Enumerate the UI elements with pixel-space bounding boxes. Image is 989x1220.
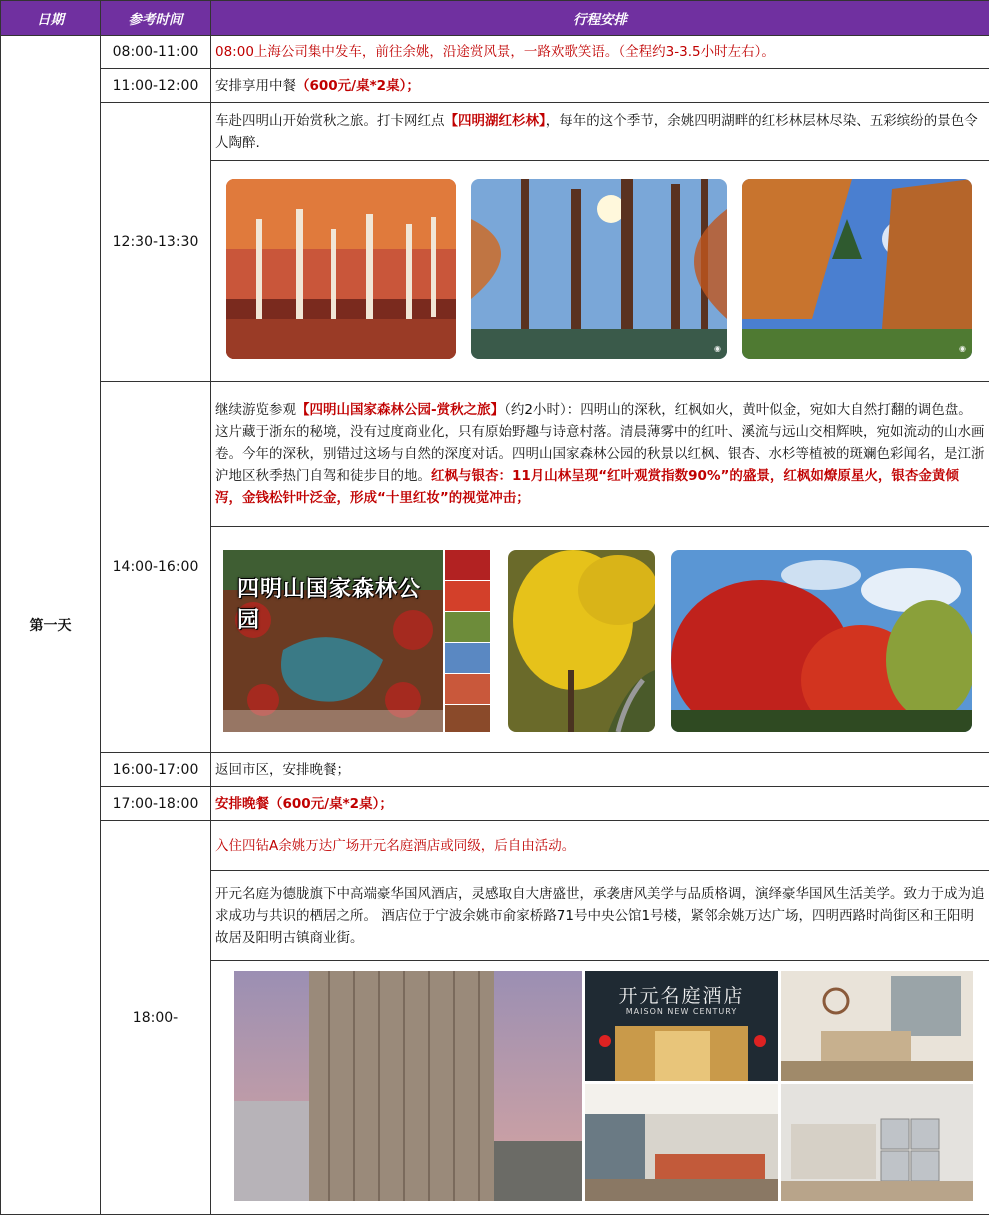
plan-text-highlight: 【四明湖红杉林】 — [444, 112, 546, 129]
day-label: 第一天 — [1, 36, 101, 1215]
table-row — [1, 103, 989, 161]
redwood-sky-photo — [471, 179, 727, 359]
plan-text: 开元名庭为德胧旗下中高端豪华国风酒店，灵感取自大唐盛世，承袭唐风美学与品质格调，演绎豪华国风生活美学。致力于成为追求成功与共识的栖居之所。 酒店位于宁波余姚市俞家桥路71号中央公馆1号楼，紧邻余姚万达广场，四明西路时尚街区和王阳明故居及阳明古镇商业街。 — [211, 871, 989, 961]
header-row — [1, 1, 989, 36]
time-cell: 17:00-18:00 — [101, 787, 211, 821]
redwood-forest-photo — [742, 179, 972, 359]
header-plan: 行程安排 — [211, 1, 989, 36]
plan-text — [211, 382, 989, 527]
table-row — [1, 821, 989, 871]
plan-text: 08:00上海公司集中发车，前往余姚，沿途赏风景，一路欢歌笑语。（全程约3-3.5小时左右）。 — [211, 36, 989, 69]
hotel-lounge-photo — [781, 971, 973, 1081]
header-time: 参考时间 — [101, 1, 211, 36]
plan-text — [211, 103, 989, 161]
thumbnail-strip — [445, 550, 490, 732]
plan-text-normal: 继续游览参观 — [215, 402, 296, 418]
hotel-sign-cn: 开元名庭酒店 — [618, 985, 745, 1007]
time-cell: 08:00-11:00 — [101, 36, 211, 69]
header-date: 日期 — [1, 1, 101, 36]
plan-text: 安排晚餐（600元/桌*2桌）； — [211, 787, 989, 821]
table-row — [1, 753, 989, 787]
table-row — [1, 69, 989, 103]
plan-text: 返回市区，安排晚餐； — [211, 753, 989, 787]
poster-title: 四明山国家森林公园 — [237, 577, 422, 633]
plan-text — [211, 69, 989, 103]
time-cell: 12:30-13:30 — [101, 103, 211, 382]
table-row — [1, 787, 989, 821]
plan-text-highlight: 【四明山国家森林公园-赏秋之旅】 — [296, 402, 505, 418]
redwood-lake-photo — [226, 179, 456, 359]
time-cell: 11:00-12:00 — [101, 69, 211, 103]
ginkgo-photo — [508, 550, 655, 732]
time-cell: 18:00- — [101, 821, 211, 1215]
time-cell: 14:00-16:00 — [101, 382, 211, 753]
photo-cell — [211, 161, 989, 382]
watermark-icon: ◉ — [959, 344, 966, 353]
plan-text: 入住四钻A余姚万达广场开元名庭酒店或同级，后自由活动。 — [211, 821, 989, 871]
table-row — [1, 36, 989, 69]
plan-text-normal: 车赴四明山开始赏秋之旅。打卡网红点 — [215, 112, 445, 129]
hotel-restaurant-photo — [585, 1084, 778, 1201]
plan-text-normal: ，每年的这个季节，余姚四明湖畔的红杉林层林尽染、五彩缤纷的景色令人陶醉. — [215, 112, 978, 151]
time-cell: 16:00-17:00 — [101, 753, 211, 787]
red-maple-photo — [671, 550, 972, 732]
hotel-building-photo — [234, 971, 582, 1201]
watermark-icon: ◉ — [714, 344, 721, 353]
hotel-sign-en: MAISON NEW CENTURY — [625, 1007, 738, 1016]
plan-text-emphasis: 红枫与银杏：11月山林呈现“红叶观赏指数90%”的盛景，红枫如燎原星火，银杏金黄倾泻，金钱松针叶泛金，形成“十里红妆”的视觉冲击； — [215, 468, 959, 506]
forest-park-poster — [223, 550, 443, 732]
plan-text-price: （600元/桌*2桌）； — [296, 77, 420, 94]
plan-text-normal: （约2小时）：四明山的深秋，红枫如火，黄叶似金，宛如大自然打翻的调色盘。这片藏于浙东的秘境，没有过度商业化，只有原始野趣与诗意村落。清晨薄雾中的红叶、溪流与远山交相辉映，宛如流动的山水画卷。今年的深秋，别错过这场与自然的深度对话。四明山国家森林公园的秋景以红枫、银杏、水杉等植被的斑斓色彩闻名，是江浙沪地区秋季热门自驾和徒步目的地。 — [215, 402, 985, 484]
hotel-laundry-photo — [781, 1084, 973, 1201]
photo-cell — [211, 961, 989, 1215]
plan-text-normal: 安排享用中餐 — [215, 77, 296, 94]
photo-cell — [211, 527, 989, 753]
hotel-entrance-photo — [585, 971, 778, 1081]
table-row — [1, 382, 989, 527]
